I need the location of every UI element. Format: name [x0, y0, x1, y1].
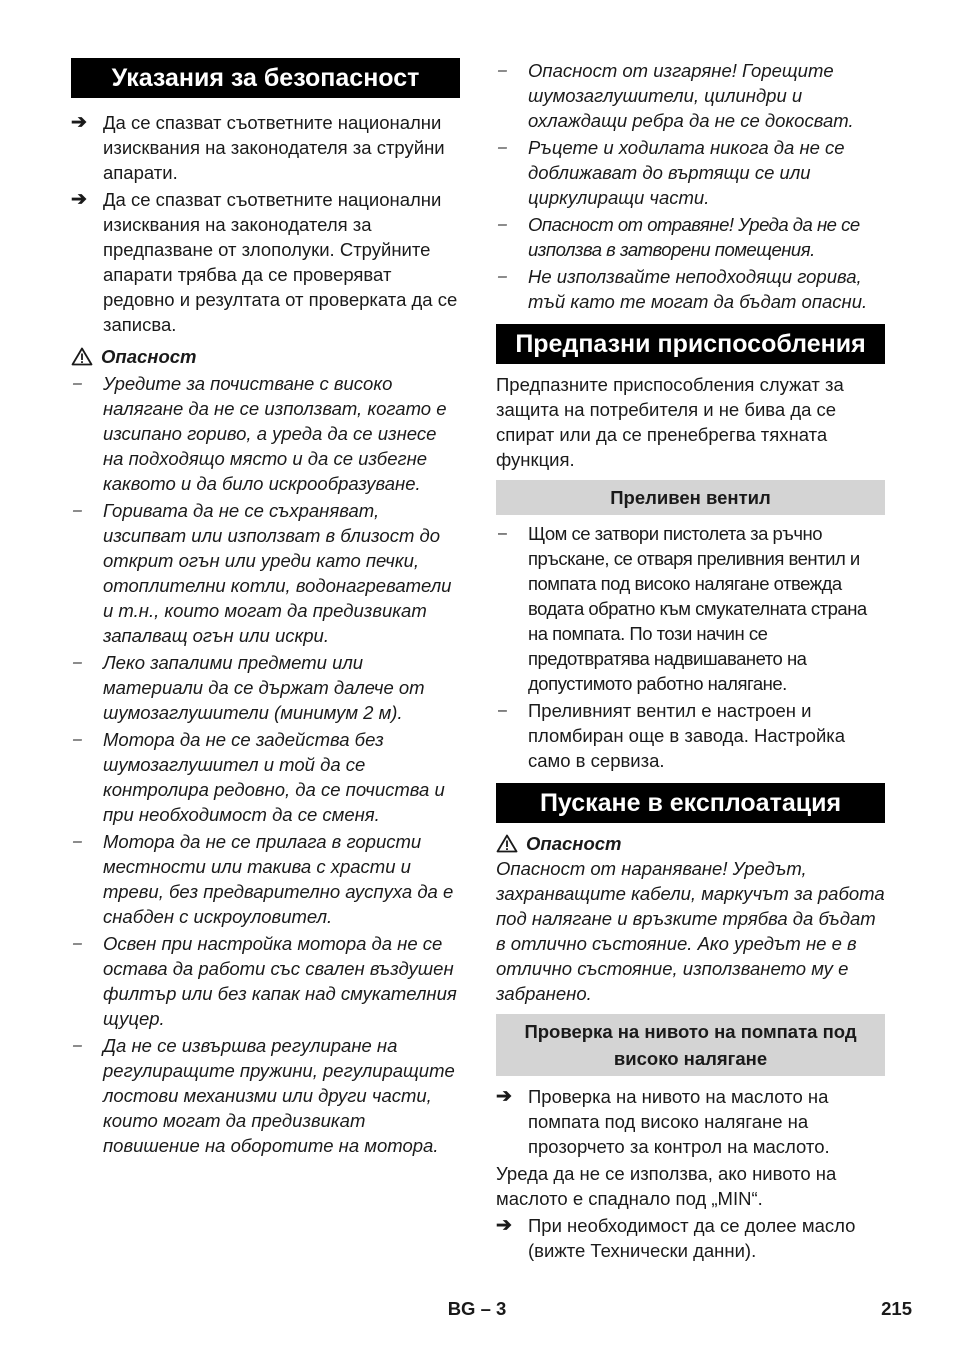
list-item-text: Уредите за почистване с високо налягане да не се използват, когато е изсипано гориво, а уреда да се изнесе на подходящо място и да се избегне каквото и да било искрообразуване. [103, 373, 447, 494]
list-item-text: Опасност от отравяне! Уреда да не се използва в затворени помещения. [528, 214, 860, 260]
danger-label: Опасност [526, 833, 622, 854]
list-item [496, 264, 885, 314]
list-item-text: Леко запалими предмети или материали да се държат далече от шумозаглушители (минимум 2 м). [103, 652, 425, 723]
danger-notice [71, 344, 460, 369]
warning-triangle-icon [71, 347, 93, 366]
list-item-text: При необходимост да се долее масло (вижте Технически данни). [528, 1215, 856, 1261]
dash-bullet: – [498, 702, 507, 719]
list-item [71, 727, 460, 827]
list-item-text: Ръцете и ходилата никога да не се доближават до въртящи се или циркулиращи части. [528, 137, 845, 208]
list-item [71, 829, 460, 929]
footer-section-label: BG – 3 [447, 1298, 507, 1319]
left-column [71, 58, 460, 1158]
list-item-text: Да се спазват съответните национални изисквания на законодателя за предпазване от злополуки. Струйните апарати трябва да се проверяват редовно и резултата от проверката да се записва. [103, 189, 458, 335]
section-heading-safety-instructions: Указания за безопасност [71, 58, 460, 98]
list-item-text: Опасност от изгаряне! Горещите шумозаглушители, цилиндри и охлаждащи ребра да не се докосват. [528, 60, 854, 131]
list-item-text: Мотора да не се прилага в гористи местности или такива с храсти и треви, без предварително ауспуха да е снабден с искроуловител. [103, 831, 454, 927]
list-item-text: Не използвайте неподходящи горива, тъй като те могат да бъдат опасни. [528, 266, 868, 312]
arrow-right-icon: ➔ [71, 112, 87, 133]
section-heading-safety-devices: Предпазни приспособления [496, 324, 885, 364]
pump-level-text: Уреда да не се използва, ако нивото на маслото е спаднало под „MIN“. [496, 1163, 837, 1209]
list-item-text: Да не се извършва регулиране на регулиращите пружини, регулиращите лостови механизми или други части, които могат да предизвикат повишение на оборотите на мотора. [103, 1035, 455, 1156]
arrow-right-icon: ➔ [496, 1215, 512, 1236]
danger-notice [496, 831, 885, 856]
list-item [496, 135, 885, 210]
list-item [71, 498, 460, 648]
list-item [71, 187, 460, 337]
list-item [496, 58, 885, 133]
dash-bullet: – [498, 216, 507, 233]
list-item-text: Щом се затвори пистолета за ръчно пръскане, се отваря преливния вентил и помпата под високо налягане отвежда водата обратно към смукателната страна на помпата. По този начин се предотвратява надвишаването на допустимото работно налягане. [528, 523, 867, 694]
warning-triangle-icon [496, 834, 518, 853]
subsection-heading-overflow-valve: Преливен вентил [496, 480, 885, 515]
list-item-text: Мотора да не се задейства без шумозаглушител и той да се контролира редовно, да се почиства и при необходимост да се сменя. [103, 729, 445, 825]
dash-bullet: – [73, 1037, 82, 1054]
list-item-text: Проверка на нивото на маслото на помпата под високо налягане на прозорчето за контрол на маслото. [528, 1086, 830, 1157]
dash-bullet: – [73, 935, 82, 952]
list-item [71, 371, 460, 496]
dash-bullet: – [498, 525, 507, 542]
dash-bullet: – [73, 731, 82, 748]
list-item-text: Освен при настройка мотора да не се остава да работи със свален въздушен филтър или без капак над смукателния щуцер. [103, 933, 457, 1029]
page-number: 215 [881, 1298, 912, 1319]
list-item [71, 110, 460, 185]
list-item-text: Горивата да не се съхраняват, изсипват или използват в близост до открит огън или уреди като печки, отоплителни котли, водонагреватели и т.н., които могат да предизвикат запалващ огън или искри. [103, 500, 452, 646]
subsection-heading-pump-level: Проверка на нивото на помпата под високо налягане [496, 1014, 885, 1076]
list-item [496, 1213, 885, 1263]
dash-bullet: – [498, 139, 507, 156]
arrow-right-icon: ➔ [71, 189, 87, 210]
list-item [496, 521, 885, 696]
danger-text: Опасност от нараняване! Уредът, захранващите кабели, маркучът за работа под налягане и връзките трябва да бъдат в отлично състояние. Ако уредът не е в отлично състояние, използването му е забранено. [496, 858, 885, 1004]
safety-devices-text: Предпазните приспособления служат за защита на потребителя и не бива да се спират или да се пренебрегва тяхната функция. [496, 374, 844, 470]
list-item [496, 1084, 885, 1159]
danger-label: Опасност [101, 346, 197, 367]
dash-bullet: – [73, 833, 82, 850]
list-item [496, 698, 885, 773]
dash-bullet: – [73, 375, 82, 392]
list-item [71, 650, 460, 725]
dash-bullet: – [73, 654, 82, 671]
list-item [496, 212, 885, 262]
list-item-text: Да се спазват съответните национални изисквания на законодателя за струйни апарати. [103, 112, 445, 183]
list-item-text: Преливният вентил е настроен и пломбиран още в завода. Настройка само в сервиза. [528, 700, 846, 771]
list-item [71, 1033, 460, 1158]
list-item [71, 931, 460, 1031]
section-heading-commissioning: Пускане в експлоатация [496, 783, 885, 823]
dash-bullet: – [498, 62, 507, 79]
arrow-right-icon: ➔ [496, 1086, 512, 1107]
right-column [496, 58, 885, 1263]
dash-bullet: – [73, 502, 82, 519]
dash-bullet: – [498, 268, 507, 285]
